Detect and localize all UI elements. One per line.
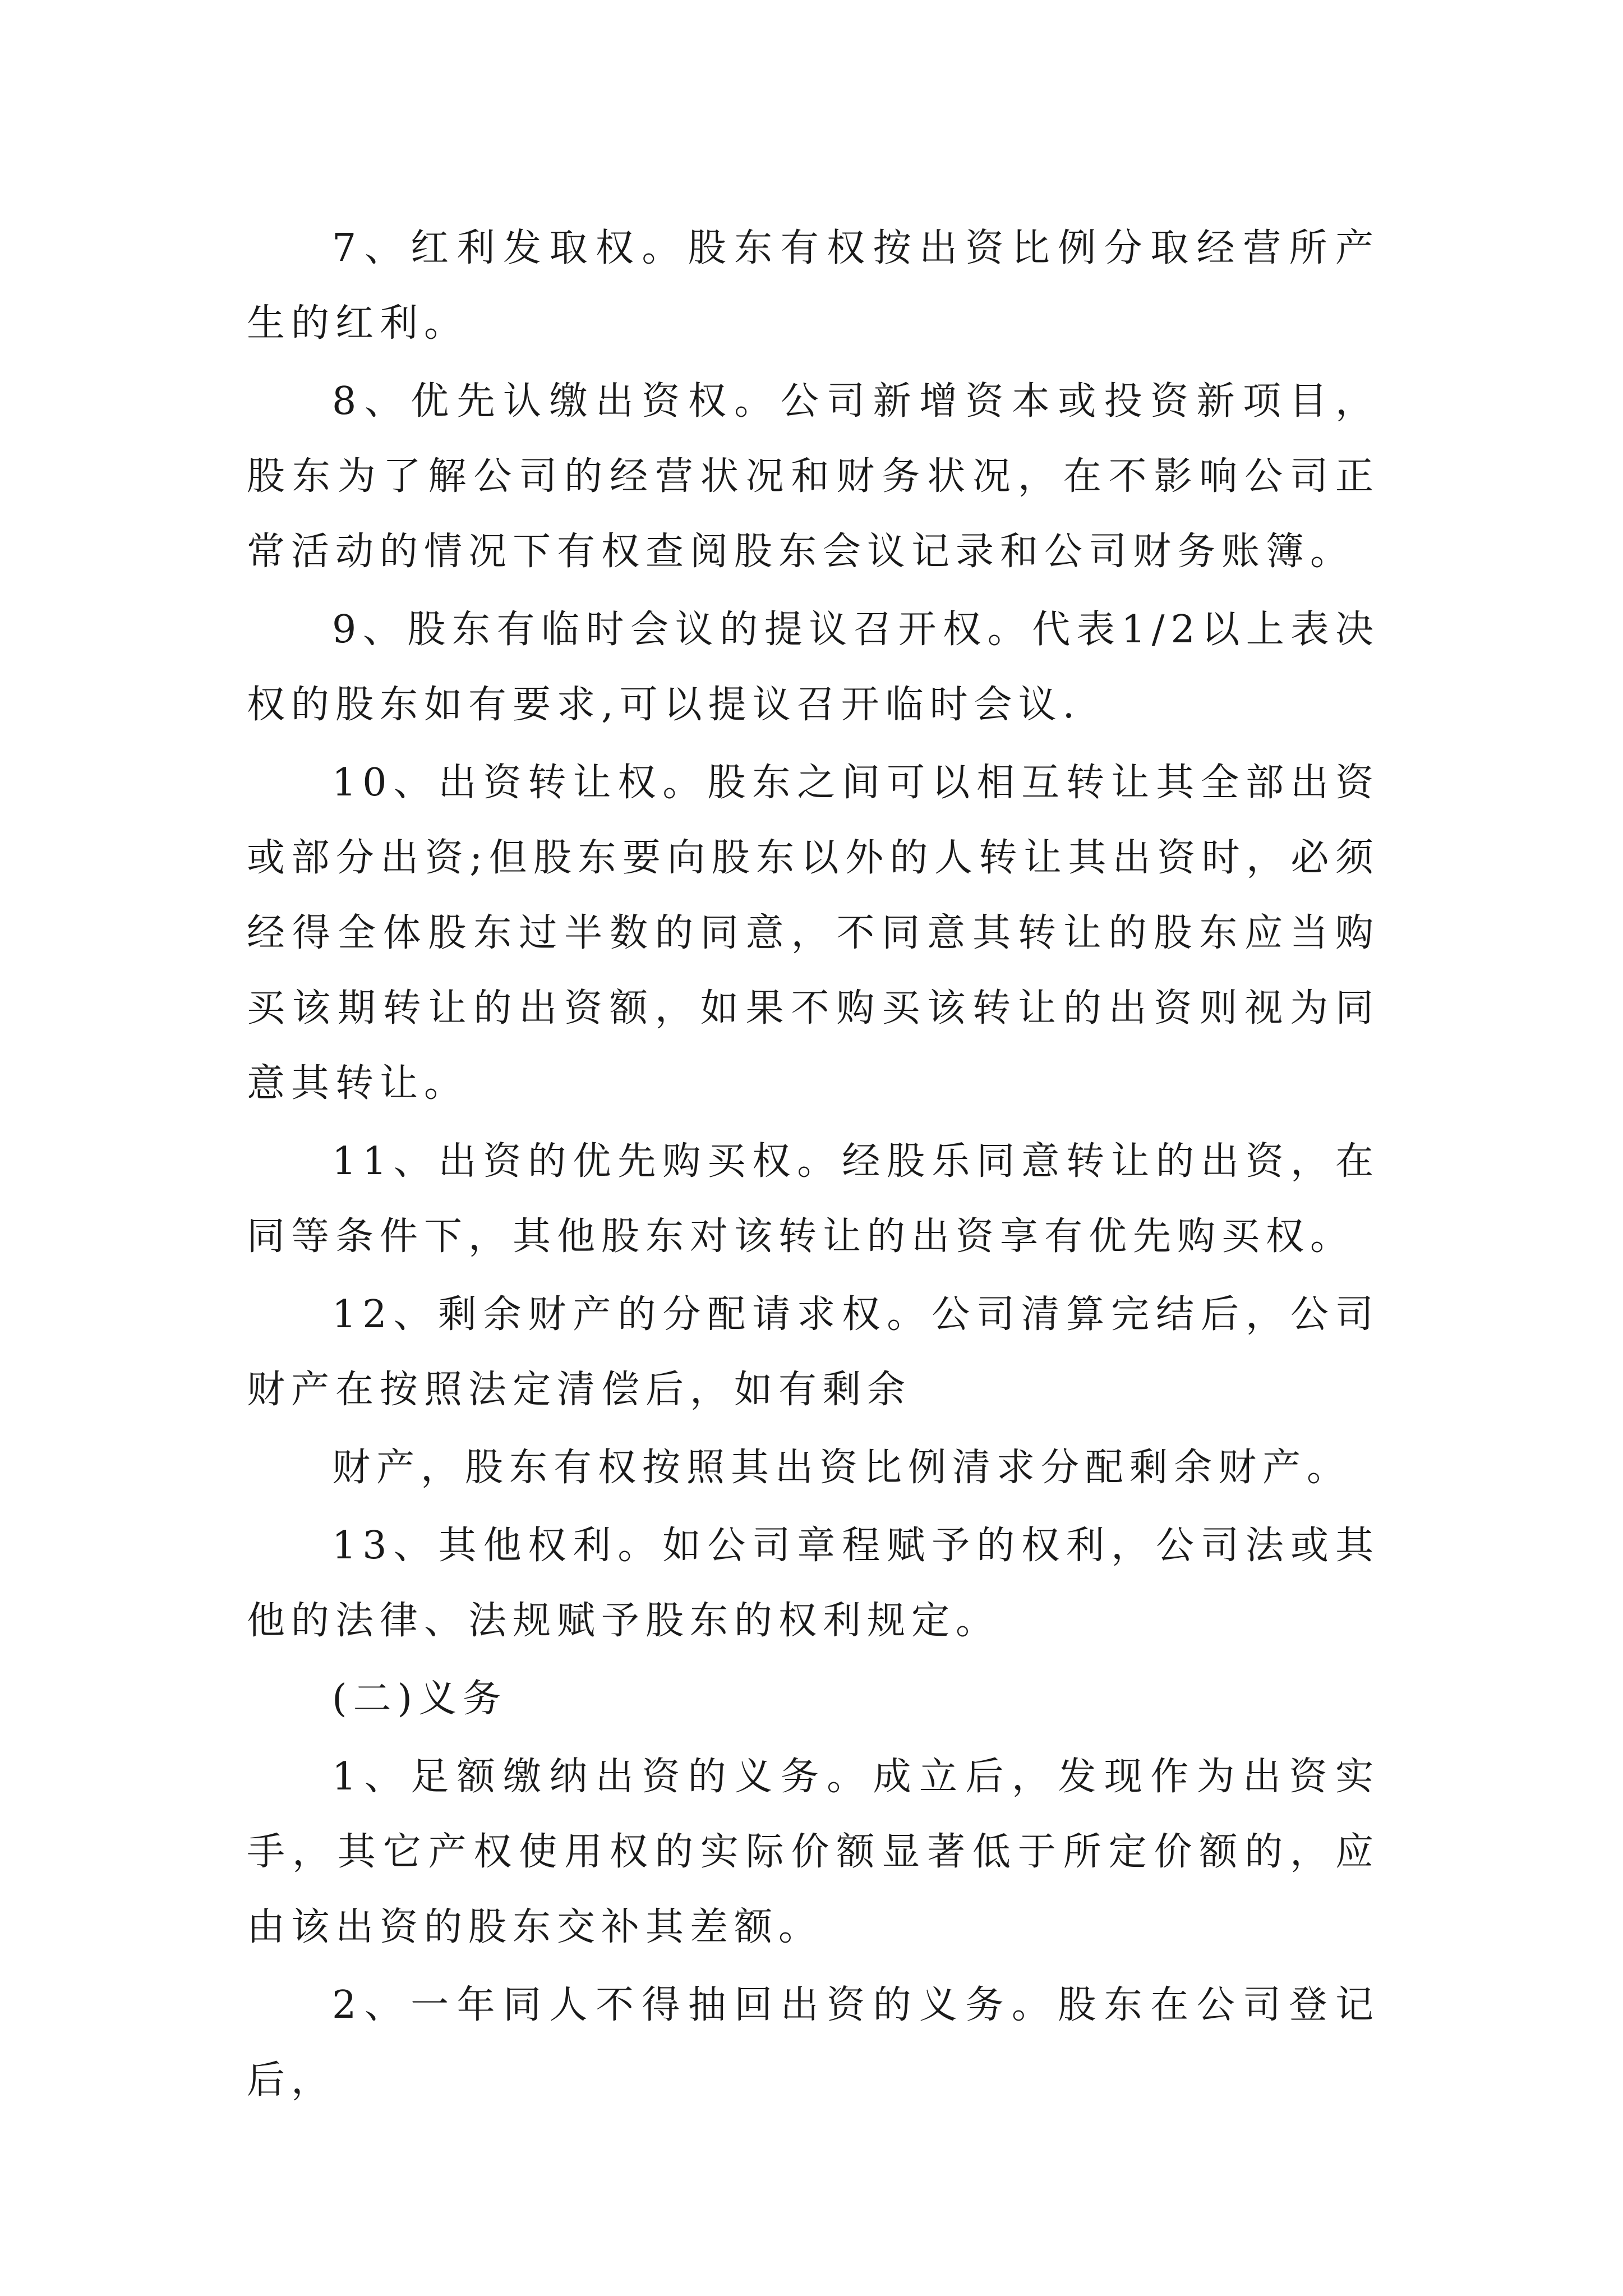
paragraph-right-9: 9、股东有临时会议的提议召开权。代表1/2以上表决权的股东如有要求,可以提议召开临时会议.: [247, 608, 1380, 727]
paragraph-obligation-1: 1、足额缴纳出资的义务。成立后，发现作为出资实手，其它产权使用权的实际价额显著低于所定价额的，应由该出资的股东交补其差额。: [247, 1755, 1380, 1949]
paragraph-right-12: 12、剩余财产的分配请求权。公司清算完结后，公司财产在按照法定清偿后，如有剩余: [247, 1292, 1380, 1412]
document-body: [247, 211, 1380, 2118]
paragraph-obligation-2: 2、一年同人不得抽回出资的义务。股东在公司登记后，: [247, 1983, 1380, 2102]
paragraph-right-11: 11、出资的优先购买权。经股乐同意转让的出资，在同等条件下，其他股东对该转让的出资享有优先购买权。: [247, 1139, 1380, 1259]
paragraph-right-7: 7、红利发取权。股东有权按出资比例分取经营所产生的红利。: [247, 226, 1380, 346]
section-heading-obligations: (二)义务: [332, 1677, 508, 1721]
paragraph-right-8: 8、优先认缴出资权。公司新增资本或投资新项目，股东为了解公司的经营状况和财务状况，在不影响公司正常活动的情况下有权查阅股东会议记录和公司财务账簿。: [247, 379, 1380, 574]
paragraph-right-10: 10、出资转让权。股东之间可以相互转让其全部出资或部分出资;但股东要向股东以外的人转让其出资时，必须经得全体股东过半数的同意，不同意其转让的股东应当购买该期转让的出资额，如果不购买该转让的出资则视为同意其转让。: [247, 761, 1380, 1106]
paragraph-right-13: 13、其他权利。如公司章程赋予的权利，公司法或其他的法律、法规赋予股东的权利规定。: [247, 1524, 1380, 1643]
paragraph-right-12-continued: 财产，股东有权按照其出资比例清求分配剩余财产。: [332, 1446, 1352, 1490]
